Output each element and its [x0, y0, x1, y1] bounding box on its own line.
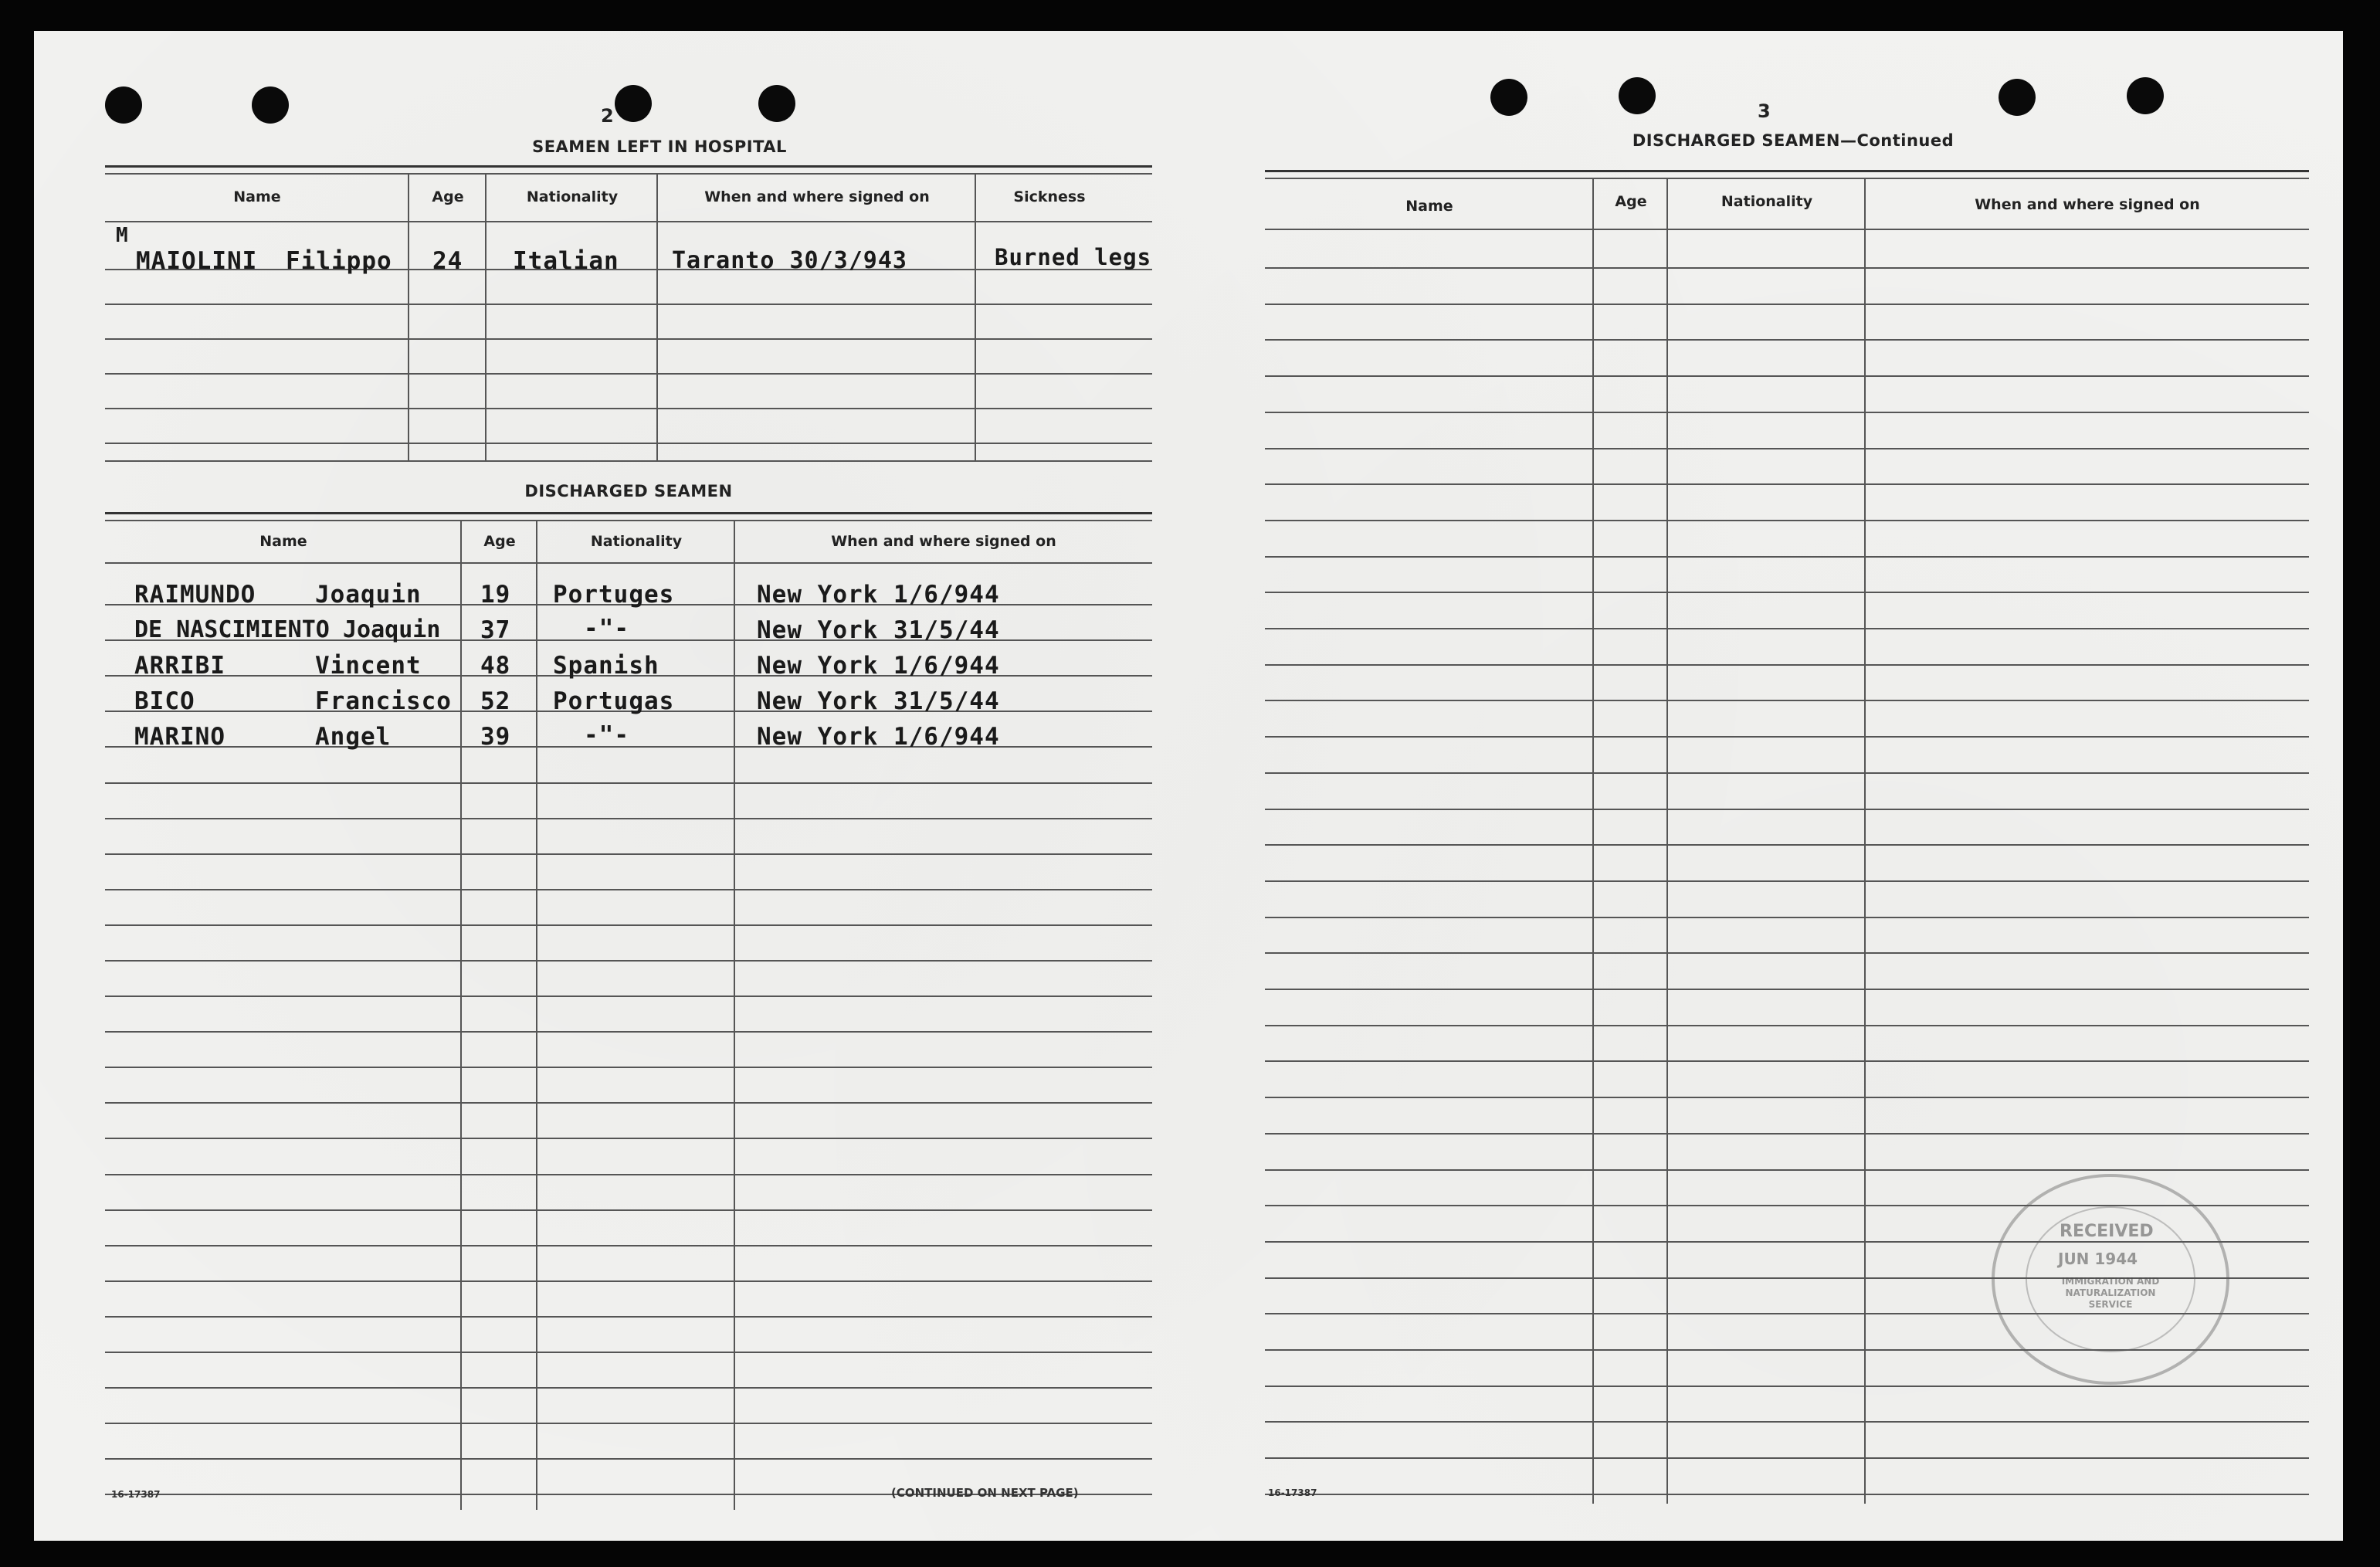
row-rule [1265, 736, 2309, 738]
discharged-col-signed-on: When and where signed on [831, 533, 1056, 550]
discharged-age: 52 [480, 687, 511, 715]
form-number-left: 16-17387 [111, 1489, 161, 1500]
discharged-nationality: -"- [584, 721, 629, 749]
row-rule [1265, 1169, 2309, 1171]
row-rule [105, 1067, 1152, 1068]
discharged-given-name: Francisco [315, 687, 452, 715]
stamp-text: IMMIGRATION AND NATURALIZATION SERVICE [2061, 1276, 2160, 1310]
discharged-age: 19 [480, 581, 511, 609]
binder-hole [1619, 77, 1656, 114]
binder-hole [105, 86, 142, 124]
rule [105, 221, 1152, 222]
right-col-name: Name [1405, 198, 1453, 215]
row-rule [105, 995, 1152, 997]
discharged-nationality: -"- [584, 615, 629, 643]
discharged-nationality: Portuges [553, 581, 675, 609]
rule [1265, 178, 2309, 179]
discharged-signed-on: New York 1/6/944 [757, 652, 1000, 680]
row-rule [1265, 628, 2309, 629]
row-rule [1265, 700, 2309, 701]
rule [105, 173, 1152, 175]
row-rule [105, 408, 1152, 409]
discharged-surname: RAIMUNDO [134, 581, 256, 609]
row-rule [1265, 1060, 2309, 1062]
hospital-col-signed-on: When and where signed on [704, 188, 930, 205]
row-rule [105, 1352, 1152, 1353]
row-rule [1265, 412, 2309, 413]
col-divider [975, 175, 976, 462]
discharged-col-age: Age [483, 533, 516, 550]
col-divider [1592, 179, 1594, 1504]
row-rule [1265, 448, 2309, 449]
discharged-signed-on: New York 31/5/44 [757, 687, 1000, 715]
stamp-text: JUN 1944 [2058, 1250, 2138, 1268]
row-rule [105, 304, 1152, 305]
row-rule [105, 1209, 1152, 1211]
row-rule [1265, 880, 2309, 882]
rule [105, 512, 1152, 514]
binder-hole [2127, 77, 2164, 114]
page-number-left: 2 [601, 105, 614, 127]
discharged-age: 48 [480, 652, 511, 680]
binder-hole [615, 85, 652, 122]
discharged-surname: MARINO [134, 723, 225, 751]
row-rule [105, 889, 1152, 890]
col-divider [656, 175, 658, 462]
row-rule [1265, 267, 2309, 269]
rule [105, 562, 1152, 564]
row-rule [1265, 1133, 2309, 1135]
discharged-col-name: Name [259, 533, 307, 550]
discharged-signed-on: New York 1/6/944 [757, 581, 1000, 609]
right-col-signed-on: When and where signed on [1975, 196, 2200, 213]
row-rule [105, 782, 1152, 784]
row-rule [105, 460, 1152, 462]
row-rule [105, 1316, 1152, 1318]
rule [105, 520, 1152, 521]
discharged-signed-on: New York 1/6/944 [757, 723, 1000, 751]
discharged-given-name: Angel [315, 723, 392, 751]
hospital-surname: MAIOLINI [136, 247, 258, 275]
hospital-signed-on: Taranto 30/3/943 [672, 247, 907, 274]
binder-hole [1490, 79, 1527, 116]
row-rule [105, 818, 1152, 819]
row-rule [105, 443, 1152, 444]
row-marker: M [116, 224, 129, 247]
row-rule [1265, 1421, 2309, 1423]
discharged-nationality: Spanish [553, 652, 659, 680]
hospital-section-title: SEAMEN LEFT IN HOSPITAL [532, 137, 787, 156]
row-rule [1265, 1097, 2309, 1098]
row-rule [1265, 917, 2309, 918]
row-rule [105, 1458, 1152, 1460]
row-rule [105, 1102, 1152, 1104]
row-rule [105, 1280, 1152, 1282]
col-divider [1864, 179, 1866, 1504]
row-rule [1265, 844, 2309, 846]
row-rule [1265, 809, 2309, 810]
row-rule [105, 1387, 1152, 1389]
discharged-given-name: Vincent [315, 652, 422, 680]
row-rule [105, 924, 1152, 926]
row-rule [1265, 304, 2309, 305]
row-rule [105, 338, 1152, 340]
continued-note: (CONTINUED ON NEXT PAGE) [891, 1486, 1079, 1500]
row-rule [1265, 520, 2309, 521]
document-page [34, 31, 2343, 1541]
rule [105, 165, 1152, 168]
row-rule [1265, 952, 2309, 954]
discharged-nationality: Portugas [553, 687, 675, 715]
right-col-nationality: Nationality [1721, 193, 1813, 210]
form-number-right: 16-17387 [1268, 1487, 1317, 1498]
row-rule [105, 1138, 1152, 1139]
row-rule [105, 1423, 1152, 1424]
discharged-col-nationality: Nationality [590, 533, 683, 550]
col-divider [460, 521, 462, 1510]
row-rule [1265, 772, 2309, 774]
col-divider [1666, 179, 1668, 1504]
binder-hole [252, 86, 289, 124]
row-rule [105, 960, 1152, 962]
discharged-given-name: Joaquin [315, 581, 422, 609]
stamp-text: RECEIVED [2060, 1222, 2154, 1241]
hospital-col-name: Name [233, 188, 281, 205]
row-rule [105, 853, 1152, 855]
discharged-surname: DE NASCIMIENTO [134, 616, 330, 643]
discharged-surname: BICO [134, 687, 195, 715]
received-stamp [1992, 1174, 2229, 1385]
hospital-given-name: Filippo [286, 247, 392, 275]
hospital-sickness: Burned legs [995, 244, 1152, 270]
right-section-title: DISCHARGED SEAMEN—Continued [1632, 131, 1955, 150]
binder-hole [1999, 79, 2036, 116]
hospital-age: 24 [432, 247, 463, 275]
row-rule [1265, 375, 2309, 377]
page-number-right: 3 [1758, 100, 1771, 122]
row-rule [1265, 664, 2309, 666]
col-divider [485, 175, 487, 462]
right-col-age: Age [1615, 193, 1647, 210]
row-rule [105, 1174, 1152, 1175]
row-rule [1265, 1386, 2309, 1387]
row-rule [1265, 592, 2309, 593]
rule [1265, 229, 2309, 230]
row-rule [105, 373, 1152, 375]
col-divider [536, 521, 537, 1510]
discharged-given-name: Joaquin [343, 616, 441, 643]
row-rule [1265, 1025, 2309, 1026]
col-divider [734, 521, 735, 1510]
hospital-col-sickness: Sickness [1013, 188, 1086, 205]
hospital-col-age: Age [432, 188, 464, 205]
row-rule [1265, 1457, 2309, 1459]
discharged-surname: ARRIBI [134, 652, 225, 680]
discharged-age: 37 [480, 616, 511, 644]
row-rule [105, 1245, 1152, 1246]
row-rule [1265, 483, 2309, 485]
row-rule [1265, 556, 2309, 558]
row-rule [1265, 989, 2309, 990]
discharged-age: 39 [480, 723, 511, 751]
col-divider [408, 175, 409, 462]
hospital-nationality: Italian [513, 247, 619, 275]
binder-hole [758, 85, 795, 122]
hospital-col-nationality: Nationality [526, 188, 619, 205]
row-rule [1265, 1494, 2309, 1495]
row-rule [1265, 339, 2309, 341]
discharged-signed-on: New York 31/5/44 [757, 616, 1000, 644]
row-rule [105, 1031, 1152, 1033]
discharged-section-title: DISCHARGED SEAMEN [524, 482, 733, 500]
rule [1265, 170, 2309, 172]
